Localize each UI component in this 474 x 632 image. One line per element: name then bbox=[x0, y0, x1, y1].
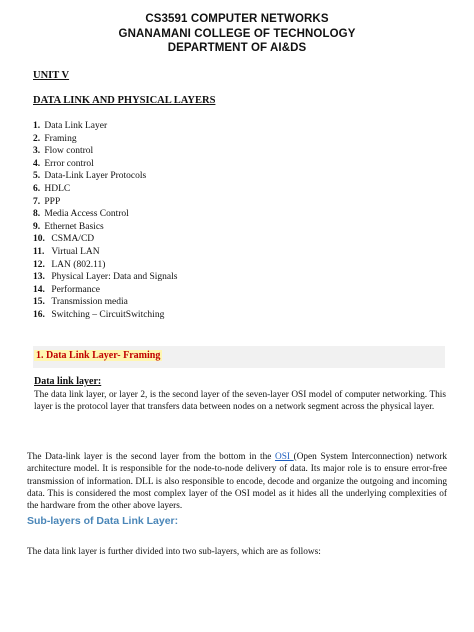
topic-label: HDLC bbox=[44, 183, 71, 194]
topic-number: 1. bbox=[33, 121, 41, 131]
paragraph-text-after-link: (Open System Interconnection) network architecture model. It is responsible for the node-to-node delivery of data. Its major role is to ensure error-free transmission of information. DLL is also responsible to encode, decode and organize the outgoing and incoming data. This is considered the most complex layer of the OSI model as it hides all the underlying complexities of the hardware from the other above layers. bbox=[27, 452, 447, 512]
topic-number: 9. bbox=[33, 221, 41, 232]
topic-list-item bbox=[33, 271, 177, 284]
osi-link[interactable]: OSI bbox=[274, 452, 294, 462]
topic-label: Error control bbox=[44, 158, 94, 169]
topic-label: PPP bbox=[44, 196, 61, 207]
topic-number: 7. bbox=[33, 196, 41, 207]
topic-list-item bbox=[33, 296, 177, 309]
topic-number: 10. bbox=[33, 234, 45, 245]
topic-list-item bbox=[33, 309, 177, 322]
topic-label: Flow control bbox=[44, 146, 94, 157]
paragraph-text-before-link: The Data-link layer is the second layer from the bottom in the bbox=[27, 452, 275, 462]
topic-list-item bbox=[33, 145, 177, 158]
topic-list-item bbox=[33, 284, 177, 297]
paragraph-osi-description bbox=[27, 451, 447, 512]
topic-list-item bbox=[33, 133, 177, 146]
topic-label: Switching – CircuitSwitching bbox=[51, 309, 165, 320]
college-name: GNANAMANI COLLEGE OF TECHNOLOGY bbox=[118, 27, 356, 40]
topic-number: 11. bbox=[33, 246, 45, 257]
topic-label: Performance bbox=[51, 284, 100, 295]
data-link-layer-heading: Data link layer: bbox=[34, 376, 102, 387]
topic-number: 14. bbox=[33, 284, 45, 295]
topic-number: 16. bbox=[33, 309, 45, 320]
paragraph-sublayers-intro: The data link layer is further divided into two sub-layers, which are as follows: bbox=[27, 547, 321, 557]
topic-label: Data Link Layer bbox=[44, 121, 108, 131]
topic-number: 6. bbox=[33, 183, 41, 194]
topic-list-item bbox=[33, 208, 177, 221]
topic-label: Media Access Control bbox=[44, 209, 129, 220]
topic-number: 4. bbox=[33, 158, 41, 169]
topic-number: 2. bbox=[33, 133, 41, 144]
topic-label: Virtual LAN bbox=[51, 246, 100, 257]
unit-title: UNIT V bbox=[33, 70, 70, 81]
topic-list-item bbox=[33, 183, 177, 196]
sublayers-heading: Sub-layers of Data Link Layer: bbox=[27, 515, 179, 527]
document-header bbox=[0, 12, 474, 56]
topic-list-item bbox=[33, 246, 177, 259]
topic-list-item bbox=[33, 170, 177, 183]
topic-label: LAN (802.11) bbox=[51, 259, 106, 270]
topic-number: 5. bbox=[33, 171, 41, 182]
topic-list bbox=[33, 120, 177, 322]
paragraph-definition: The data link layer, or layer 2, is the second layer of the seven-layer OSI model of computer networking. This layer is the protocol layer that transfers data between nodes on a network segment across the physical layer. bbox=[34, 390, 446, 413]
topic-label: Transmission media bbox=[51, 297, 128, 308]
topic-list-item bbox=[33, 233, 177, 246]
topic-list-item bbox=[33, 221, 177, 234]
topic-number: 12. bbox=[33, 259, 45, 270]
topic-number: 8. bbox=[33, 209, 41, 220]
topic-label: CSMA/CD bbox=[51, 234, 95, 245]
topic-number: 15. bbox=[33, 297, 45, 308]
topic-list-item bbox=[33, 120, 177, 133]
course-title: CS3591 COMPUTER NETWORKS bbox=[145, 13, 329, 25]
topic-label: Framing bbox=[44, 133, 77, 144]
section-title: DATA LINK AND PHYSICAL LAYERS bbox=[33, 95, 216, 106]
topic-list-item bbox=[33, 259, 177, 272]
topic-list-item bbox=[33, 196, 177, 209]
department-name: DEPARTMENT OF AI&DS bbox=[167, 42, 307, 54]
topic-heading: 1. Data Link Layer- Framing bbox=[36, 350, 161, 361]
topic-label: Physical Layer: Data and Signals bbox=[51, 272, 178, 283]
topic-label: Data-Link Layer Protocols bbox=[44, 171, 147, 182]
topic-number: 13. bbox=[33, 272, 45, 283]
topic-list-item bbox=[33, 158, 177, 171]
topic-label: Ethernet Basics bbox=[44, 221, 104, 232]
topic-number: 3. bbox=[33, 146, 41, 157]
